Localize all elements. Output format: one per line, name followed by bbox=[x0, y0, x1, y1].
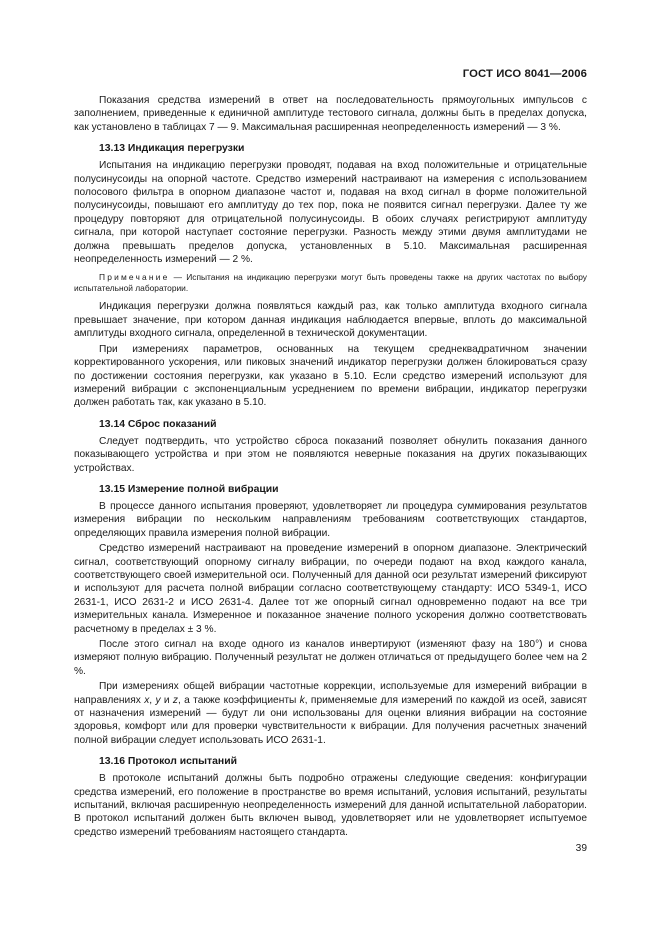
note-text: — Испытания на индикацию перегрузки могут быть проведены также на других частотах по выбору испытательной лаборатории. bbox=[74, 272, 587, 294]
section-13-15-paragraph-3: После этого сигнал на входе одного из каналов инвертируют (изменяют фазу на 180°) и снова измеряют полную вибрацию. Полученный результат не должен отличаться от предыдущего более чем на 2 %. bbox=[74, 639, 587, 677]
section-13-15-paragraph-1: В процессе данного испытания проверяют, удовлетворяет ли процедура суммирования результатов измерения вибрации по нескольким направлениям требованиям соответствующих стандартов, определяющих правила измерения полной вибрации. bbox=[74, 500, 587, 539]
var-y: y bbox=[155, 694, 161, 706]
text-run: , bbox=[149, 694, 156, 706]
text-run: При измерениях общей вибрации частотные коррекции, используемые для измерений вибрации в направлениях bbox=[74, 681, 587, 706]
document-header: ГОСТ ИСО 8041—2006 bbox=[462, 68, 587, 80]
document-body bbox=[74, 94, 587, 839]
page-number: 39 bbox=[575, 843, 587, 854]
section-13-16-heading: 13.16 Протокол испытаний bbox=[99, 756, 237, 768]
section-13-15-heading: 13.15 Измерение полной вибрации bbox=[99, 483, 279, 495]
text-run: , применяемые для измерений по каждой из осей, зависят от назначения измерений — будут ли они использованы для оценки влияния вибрации на состояние здоровья, комфорт или для проверки чувствительности к вибрации. Для получения расчетных значений полной вибрации следует использовать ИСО 2631-1. bbox=[74, 694, 588, 746]
section-13-14-heading: 13.14 Сброс показаний bbox=[99, 418, 217, 430]
section-13-13-paragraph-2: Индикация перегрузки должна появляться каждый раз, как только амплитуда входного сигнала превышает значение, при котором данная индикация наблюдается впервые, вплоть до максимальной амплитуды входного сигнала, определенной в технической документации. bbox=[74, 301, 587, 340]
section-13-15-paragraph-4 bbox=[74, 680, 587, 747]
var-k: k bbox=[299, 694, 305, 706]
section-13-15-paragraph-2: Средство измерений настраивают на проведение измерений в опорном диапазоне. Электрический сигнал, соответствующий опорному сигналу вибрации, по очереди подают на вход каждого канала, соответствующего своей измерительной оси. Полученный для данной оси результат измерений фиксируют и используют для расчета полной вибрации согласно соответствующему стандарту: ИСО 5349-1, ИСО 2631-1, ИСО 2631-2 и ИСО 2631-4. Далее тот же опорный сигнал одновременно подают на все три измерительных канала. Измеренное и показанное значение полного ускорения должно соответствовать расчетному в пределах ± 3 %. bbox=[74, 543, 587, 635]
section-13-16-paragraph-1: В протоколе испытаний должны быть подробно отражены следующие сведения: конфигурации средства измерений, его положение в пространстве во время испытаний, условия испытаний, результаты испытаний, включая расширенную неопределенность измерений для данной испытательной лаборатории. В протокол испытаний должен быть включен вывод, удовлетворяет или не удовлетворяет испытуемое средство измерений требованиям настоящего стандарта. bbox=[74, 773, 587, 838]
var-x: x bbox=[144, 694, 150, 706]
section-13-13-note bbox=[74, 272, 587, 294]
text-run: и bbox=[160, 694, 173, 706]
section-13-14-paragraph-1: Следует подтвердить, что устройство сброса показаний позволяет обнулить показания данного показывающего устройства и при этом не появляются неверные показания на других показывающих устройствах. bbox=[74, 435, 587, 474]
intro-paragraph: Показания средства измерений в ответ на последовательность прямоугольных импульсов с заполнением, приведенные к единичной амплитуде тестового сигнала, должны быть в пределах допуска, как установлено в таблицах 7 — 9. Максимальная расширенная неопределенность измерений — 3 %. bbox=[74, 95, 587, 133]
note-label: Примечание bbox=[99, 272, 170, 283]
text-run: , а также коэффициенты bbox=[178, 694, 300, 706]
section-13-13-paragraph-3: При измерениях параметров, основанных на текущем среднеквадратичном значении корректированного ускорения, или пиковых значений индикатор перегрузки должен блокироваться сразу по достижении состояния перегрузки, как указано в 5.10. Если средство измерений используют для измерений вибрации с экспоненциальным усреднением по времени вибрации, индикатор перегрузки должен работать так, как указано в 5.10. bbox=[74, 343, 587, 409]
var-z: z bbox=[172, 694, 178, 706]
section-13-13-heading: 13.13 Индикация перегрузки bbox=[99, 143, 245, 155]
section-13-13-paragraph-1: Испытания на индикацию перегрузки проводят, подавая на вход положительные и отрицательные полусинусоиды на опорной частоте. Средство измерений настраивают на измерения с использованием полосового фильтра в опорном диапазоне частот и, подавая на вход сигнал в форме положительной полусинусоиды, повышают его амплитуду до тех пор, пока не появится сигнал перегрузки. Далее ту же процедуру повторяют для отрицательной полусинусоиды. В обоих случаях регистрируют амплитуду сигнала, при которой наступает состояние перегрузки. Разность между этими двумя амплитудами не должна превышать пределов допуска, установленных в 5.10. Максимальная расширенная неопределенность измерений — 2 %. bbox=[74, 160, 587, 266]
